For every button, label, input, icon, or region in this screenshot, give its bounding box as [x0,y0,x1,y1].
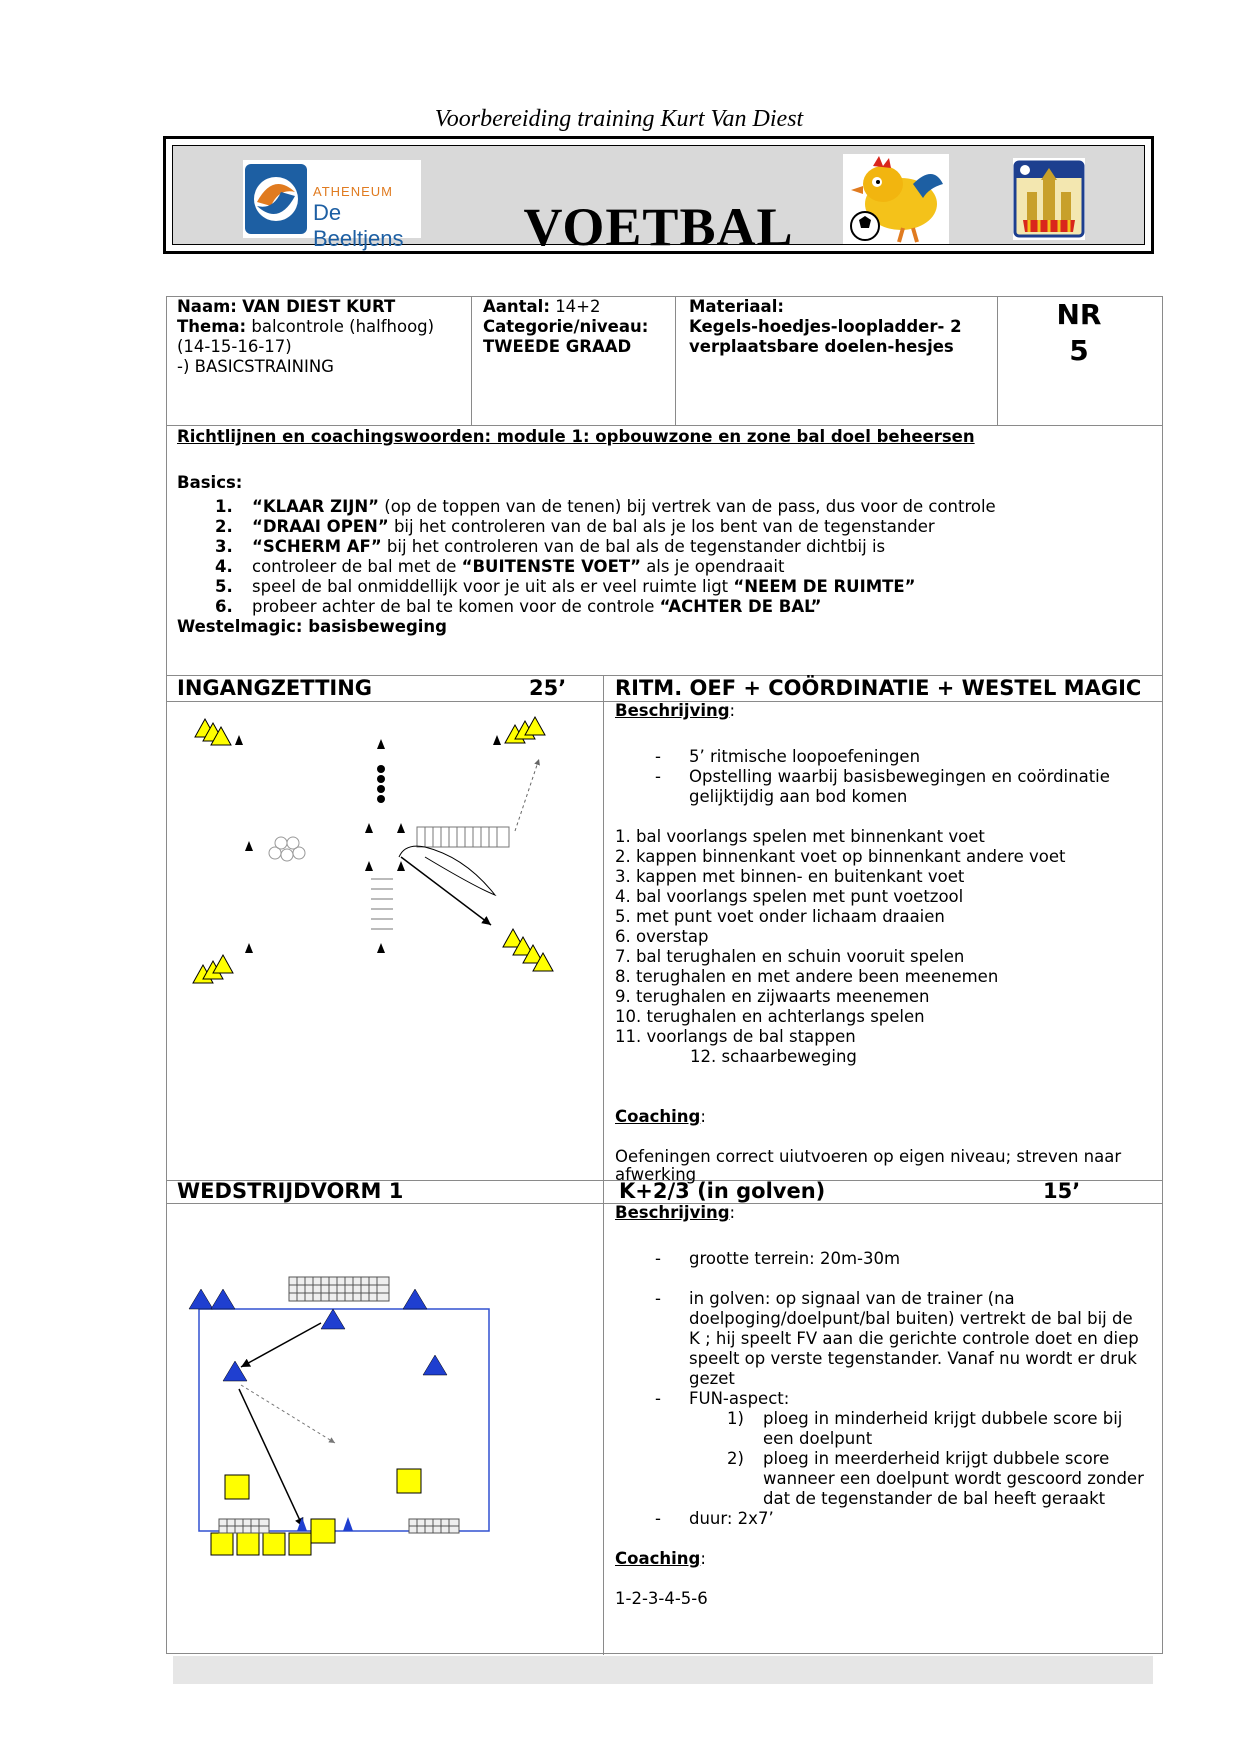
exercise-item: 3. kappen met binnen- en buitenkant voet [615,867,965,886]
marker-dot-icon [377,765,385,773]
aantal-line: Aantal: 14+2 [483,297,601,316]
training-type: -) BASICSTRAINING [177,357,334,376]
section2-right-title: K+2/3 (in golven) [619,1179,826,1203]
fun1-line: ploeg in minderheid krijgt dubbele score bij [763,1409,1123,1428]
agility-ladder-vertical [371,879,393,929]
yellow-cone-group-bottom-left [193,955,233,983]
section2-title: WEDSTRIJDVORM 1 [177,1179,404,1203]
black-cone-icon [235,735,243,745]
section1-bullet: gelijktijdig aan bod komen [689,787,908,806]
blue-cone-icon [343,1517,353,1531]
section1-coaching-label: Coaching: [615,1107,706,1126]
crest-icon [1013,158,1085,240]
control-arrow-icon [241,1385,335,1443]
categorie-value: TWEEDE GRAAD [483,337,632,356]
thema-line: Thema: balcontrole (halfhoog) [177,317,435,336]
deep-pass-arrow-icon [239,1389,303,1527]
fun2-num: 2) [727,1449,744,1468]
golven-line: speelt op verste tegenstander. Vanaf nu wordt er druk [689,1349,1137,1368]
section2-coaching-value: 1-2-3-4-5-6 [615,1589,708,1608]
basics-item-text: “DRAAI OPEN” bij het controleren van de bal als je los bent van de tegenstander [252,517,935,536]
black-cone-icon [365,861,373,871]
agility-ladder-horizontal [417,827,509,847]
exercise-item: 11. voorlangs de bal stappen [615,1027,856,1046]
dash: - [655,1509,661,1528]
exercise-item: 2. kappen binnenkant voet op binnenkant andere voet [615,847,1066,866]
warmup-diagram [185,707,585,1007]
section1-right-title: RITM. OEF + COÖRDINATIE + WESTEL MAGIC [615,676,1142,700]
school-logo-line2: De Beeltjens [313,200,404,251]
duur-line: duur: 2x7’ [689,1509,774,1528]
city-crest-logo [1013,158,1085,240]
footer-bar [173,1656,1153,1684]
section2-duration: 15’ [1043,1179,1081,1203]
fun1-num: 1) [727,1409,744,1428]
exercise-item: 4. bal voorlangs spelen met punt voetzool [615,887,964,906]
naam-line: Naam: VAN DIEST KURT [177,297,396,316]
black-cone-icon [245,943,253,953]
banner-title: VOETBAL [523,197,794,257]
dash: - [655,747,661,766]
section2-coaching-label: Coaching: [615,1549,706,1568]
dribble-path-icon [399,846,495,895]
exercise-item: 12. schaarbeweging [690,1047,857,1066]
basics-item-text: speel de bal onmiddellijk voor je uit als er veel ruimte ligt “NEEM DE RUIMTE” [252,577,916,596]
goal-bottom-right [409,1519,459,1533]
basics-item: 4. [215,557,233,576]
materiaal-line1: Kegels-hoedjes-loopladder- 2 [689,317,962,336]
black-cone-icon [397,823,405,833]
rooster-mascot-icon [843,154,949,244]
golven-line: in golven: op signaal van de trainer (na [689,1289,1015,1308]
terrain-size: grootte terrein: 20m-30m [689,1249,901,1268]
basics-title: Basics: [177,473,243,492]
section1-coaching-line1: Oefeningen correct uiutvoeren op eigen niveau; streven naar [615,1147,1122,1166]
pass-arrow-icon [515,759,539,831]
nr-label: NR [1056,298,1102,331]
nr-value: 5 [1069,334,1089,367]
golven-line: gezet [689,1369,735,1388]
goal-bottom-left [219,1519,269,1533]
fun2-line: ploeg in meerderheid krijgt dubbele score [763,1449,1110,1468]
black-cone-icon [365,823,373,833]
exercise-item: 8. terughalen en met andere been meenemen [615,967,999,986]
black-cone-icon [377,739,385,749]
fun2-line: wanneer een doelpunt wordt gescoord zonder [763,1469,1144,1488]
basics-item-text: “SCHERM AF” bij het controleren van de bal als de tegenstander dichtbij is [252,537,886,556]
exercise-item: 1. bal voorlangs spelen met binnenkant voet [615,827,985,846]
black-cone-icon [245,841,253,851]
black-cone-icon [377,943,385,953]
pass-arrow-icon [241,1323,321,1367]
black-cone-icon [493,735,501,745]
dash: - [655,1389,661,1408]
exercise-item: 5. met punt voet onder lichaam draaien [615,907,945,926]
balls-group [269,837,305,861]
ages-line: (14-15-16-17) [177,337,292,356]
fun-aspect-label: FUN-aspect: [689,1389,790,1408]
section1-duration: 25’ [529,676,567,700]
school-logo-line1: ATHENEUM [313,184,393,199]
section1-beschrijving-label: Beschrijving: [615,701,736,720]
dash: - [655,767,661,786]
exercise-item: 7. bal terughalen en schuin vooruit spelen [615,947,965,966]
golven-line: K ; hij speelt FV aan die gerichte controle doet en diep [689,1329,1139,1348]
basics-item-text: probeer achter de bal te komen voor de controle “ACHTER DE BAL” [252,597,822,616]
yellow-cone-group-top-right [505,717,545,743]
marker-dot-icon [377,785,385,793]
basics-item: 2. [215,517,233,536]
document-header: Voorbereiding training Kurt Van Diest [434,106,804,132]
exercise-item: 9. terughalen en zijwaarts meenemen [615,987,930,1006]
section1-title: INGANGZETTING [177,676,373,700]
run-arrow-icon [401,857,491,925]
section1-bullet: 5’ ritmische loopoefeningen [689,747,921,766]
title-banner [163,136,1154,257]
marker-dot-icon [377,795,385,803]
materiaal-label: Materiaal: [689,297,784,316]
richtlijnen-heading: Richtlijnen en coachingswoorden: module 1: opbouwzone en zone bal doel beheersen [177,427,975,446]
exercise-item: 10. terughalen en achterlangs spelen [615,1007,925,1026]
categorie-label: Categorie/niveau: [483,317,649,336]
section1-coaching-line2: afwerking [615,1165,697,1184]
exercise-item: 6. overstap [615,927,709,946]
section1-bullet: Opstelling waarbij basisbewegingen en coördinatie [689,767,1110,786]
fun1-line: een doelpunt [763,1429,873,1448]
yellow-player-markers [211,1469,421,1555]
basics-item: 3. [215,537,233,556]
westelmagic-line: Westelmagic: basisbeweging [177,617,447,636]
match-diagram [185,1257,505,1557]
mascot-logo [843,154,949,244]
golven-line: doelpoging/doelpunt/bal buiten) vertrekt de bal bij de [689,1309,1133,1328]
training-sheet-table [166,296,1163,1654]
basics-item: 5. [215,577,233,596]
materiaal-line2: verplaatsbare doelen-hesjes [689,337,954,356]
black-cone-icon [397,861,405,871]
dash: - [655,1289,661,1308]
goal-top [289,1277,389,1301]
fun2-line: dat de tegenstander de bal heeft geraakt [763,1489,1106,1508]
basics-item: 6. [215,597,233,616]
basics-item-text: controleer de bal met de “BUITENSTE VOET” als je opendraait [252,557,785,576]
basics-item-text: “KLAAR ZIJN” (op de toppen van de tenen) bij vertrek van de pass, dus voor de controle [252,497,996,516]
blue-cone-icon [297,1517,307,1531]
yellow-cone-group-top-left [195,719,231,745]
dash: - [655,1249,661,1268]
basics-item: 1. [215,497,233,516]
blue-player-markers [189,1289,447,1381]
marker-dot-icon [377,775,385,783]
section2-beschrijving-label: Beschrijving: [615,1203,736,1222]
yellow-cone-group-bottom-right [503,929,553,971]
